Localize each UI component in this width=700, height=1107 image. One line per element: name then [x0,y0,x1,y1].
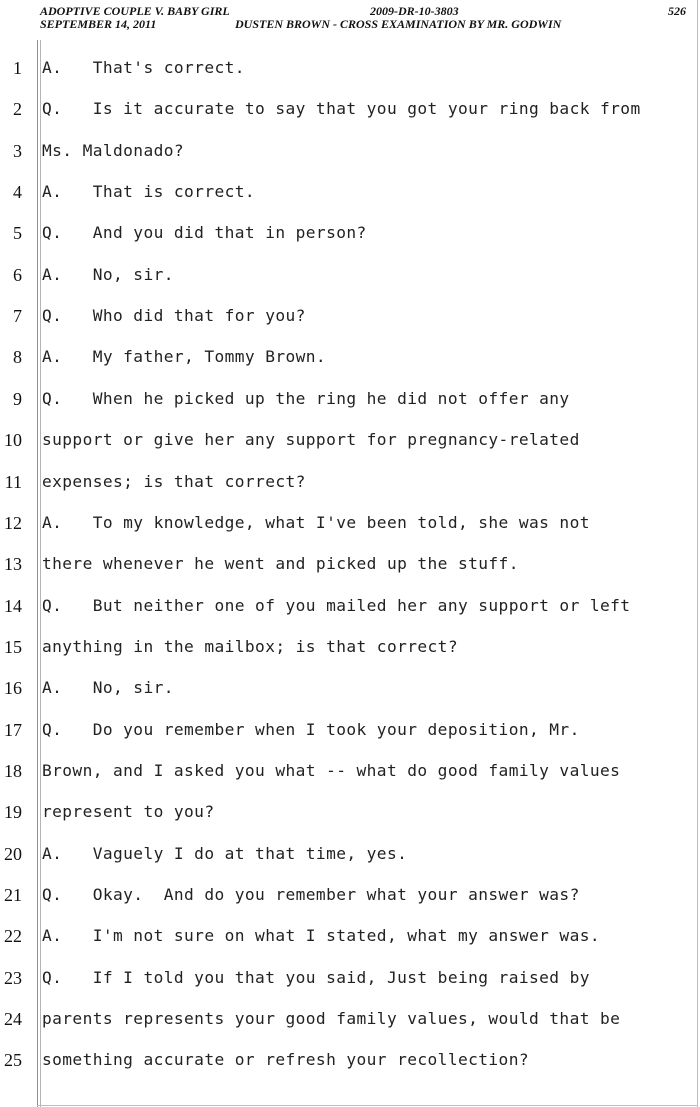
line-number: 14 [4,595,22,616]
transcript-line [0,596,700,637]
line-text: A. That's correct. [42,58,245,77]
transcript-line [0,720,700,761]
line-number: 24 [4,1009,22,1030]
transcript-line [0,885,700,926]
line-number: 10 [4,430,22,451]
line-text: Q. Is it accurate to say that you got your ring back from [42,99,641,119]
line-text: Q. But neither one of you mailed her any support or left [42,595,631,615]
line-number: 16 [4,678,22,699]
line-text: A. No, sir. [42,678,174,698]
line-number: 8 [13,347,22,368]
line-text: A. To my knowledge, what I've been told, she was not [42,512,590,532]
line-number: 23 [4,967,22,988]
transcript-line [0,761,700,802]
line-number: 11 [4,471,22,492]
transcript-line [0,513,700,554]
line-text: represent to you? [42,802,215,822]
line-number: 6 [13,264,22,285]
transcript-line [0,472,700,513]
line-text: Q. Okay. And do you remember what your answer was? [42,885,580,904]
transcript-line [0,430,700,471]
line-text: A. My father, Tommy Brown. [42,347,327,367]
line-number: 25 [4,1050,22,1071]
transcript-line [0,99,700,140]
transcript-line [0,844,700,885]
transcript-line [0,265,700,306]
line-number: 7 [13,306,22,327]
line-text: expenses; is that correct? [42,471,306,491]
line-number: 1 [13,58,22,78]
line-number: 17 [4,719,22,740]
line-text: Q. Who did that for you? [42,306,306,326]
line-text: something accurate or refresh your recollection? [42,1050,529,1070]
transcript-line [0,926,700,967]
line-text: Q. If I told you that you said, Just being raised by [42,967,590,987]
transcript-line [0,223,700,264]
transcript-line [0,1050,700,1091]
line-number: 19 [4,802,22,823]
transcript-line [0,802,700,843]
transcript-line [0,637,700,678]
transcript-line [0,58,700,99]
line-number: 12 [4,512,22,533]
line-text: parents represents your good family values, would that be [42,1009,621,1029]
line-number: 4 [13,182,22,203]
line-text: A. That is correct. [42,182,256,202]
transcript-line [0,678,700,719]
line-number: 15 [4,636,22,657]
line-text: A. No, sir. [42,264,174,284]
line-number: 2 [13,99,22,120]
line-text: support or give her any support for pregnancy-related [42,430,580,450]
line-text: Q. And you did that in person? [42,223,367,243]
transcript-line [0,347,700,388]
line-text: Brown, and I asked you what -- what do good family values [42,760,621,780]
line-number: 5 [13,223,22,244]
line-number: 21 [4,885,22,905]
transcript-line [0,554,700,595]
docket-number: 2009-DR-10-3803 [370,4,459,18]
line-text: Ms. Maldonado? [42,140,185,160]
page-number: 526 [668,4,686,18]
line-text: there whenever he went and picked up the stuff. [42,554,519,574]
hearing-date: SEPTEMBER 14, 2011 [40,17,157,31]
line-number: 20 [4,843,22,864]
line-number: 18 [4,760,22,781]
transcript-line [0,389,700,430]
transcript-line [0,182,700,223]
line-number: 9 [13,388,22,409]
line-text: A. Vaguely I do at that time, yes. [42,843,408,863]
line-text: Q. Do you remember when I took your deposition, Mr. [42,719,580,739]
line-text: A. I'm not sure on what I stated, what my answer was. [42,926,601,946]
line-text: anything in the mailbox; is that correct? [42,636,458,656]
line-text: Q. When he picked up the ring he did not offer any [42,388,570,408]
case-title: ADOPTIVE COUPLE V. BABY GIRL [40,4,230,18]
transcript-line [0,968,700,1009]
line-number: 3 [13,140,22,161]
section-title: DUSTEN BROWN - CROSS EXAMINATION BY MR. GODWIN [235,17,562,31]
transcript-line [0,306,700,347]
transcript-line [0,1009,700,1050]
line-number: 13 [4,554,22,575]
line-number: 22 [4,926,22,947]
transcript-line [0,141,700,182]
